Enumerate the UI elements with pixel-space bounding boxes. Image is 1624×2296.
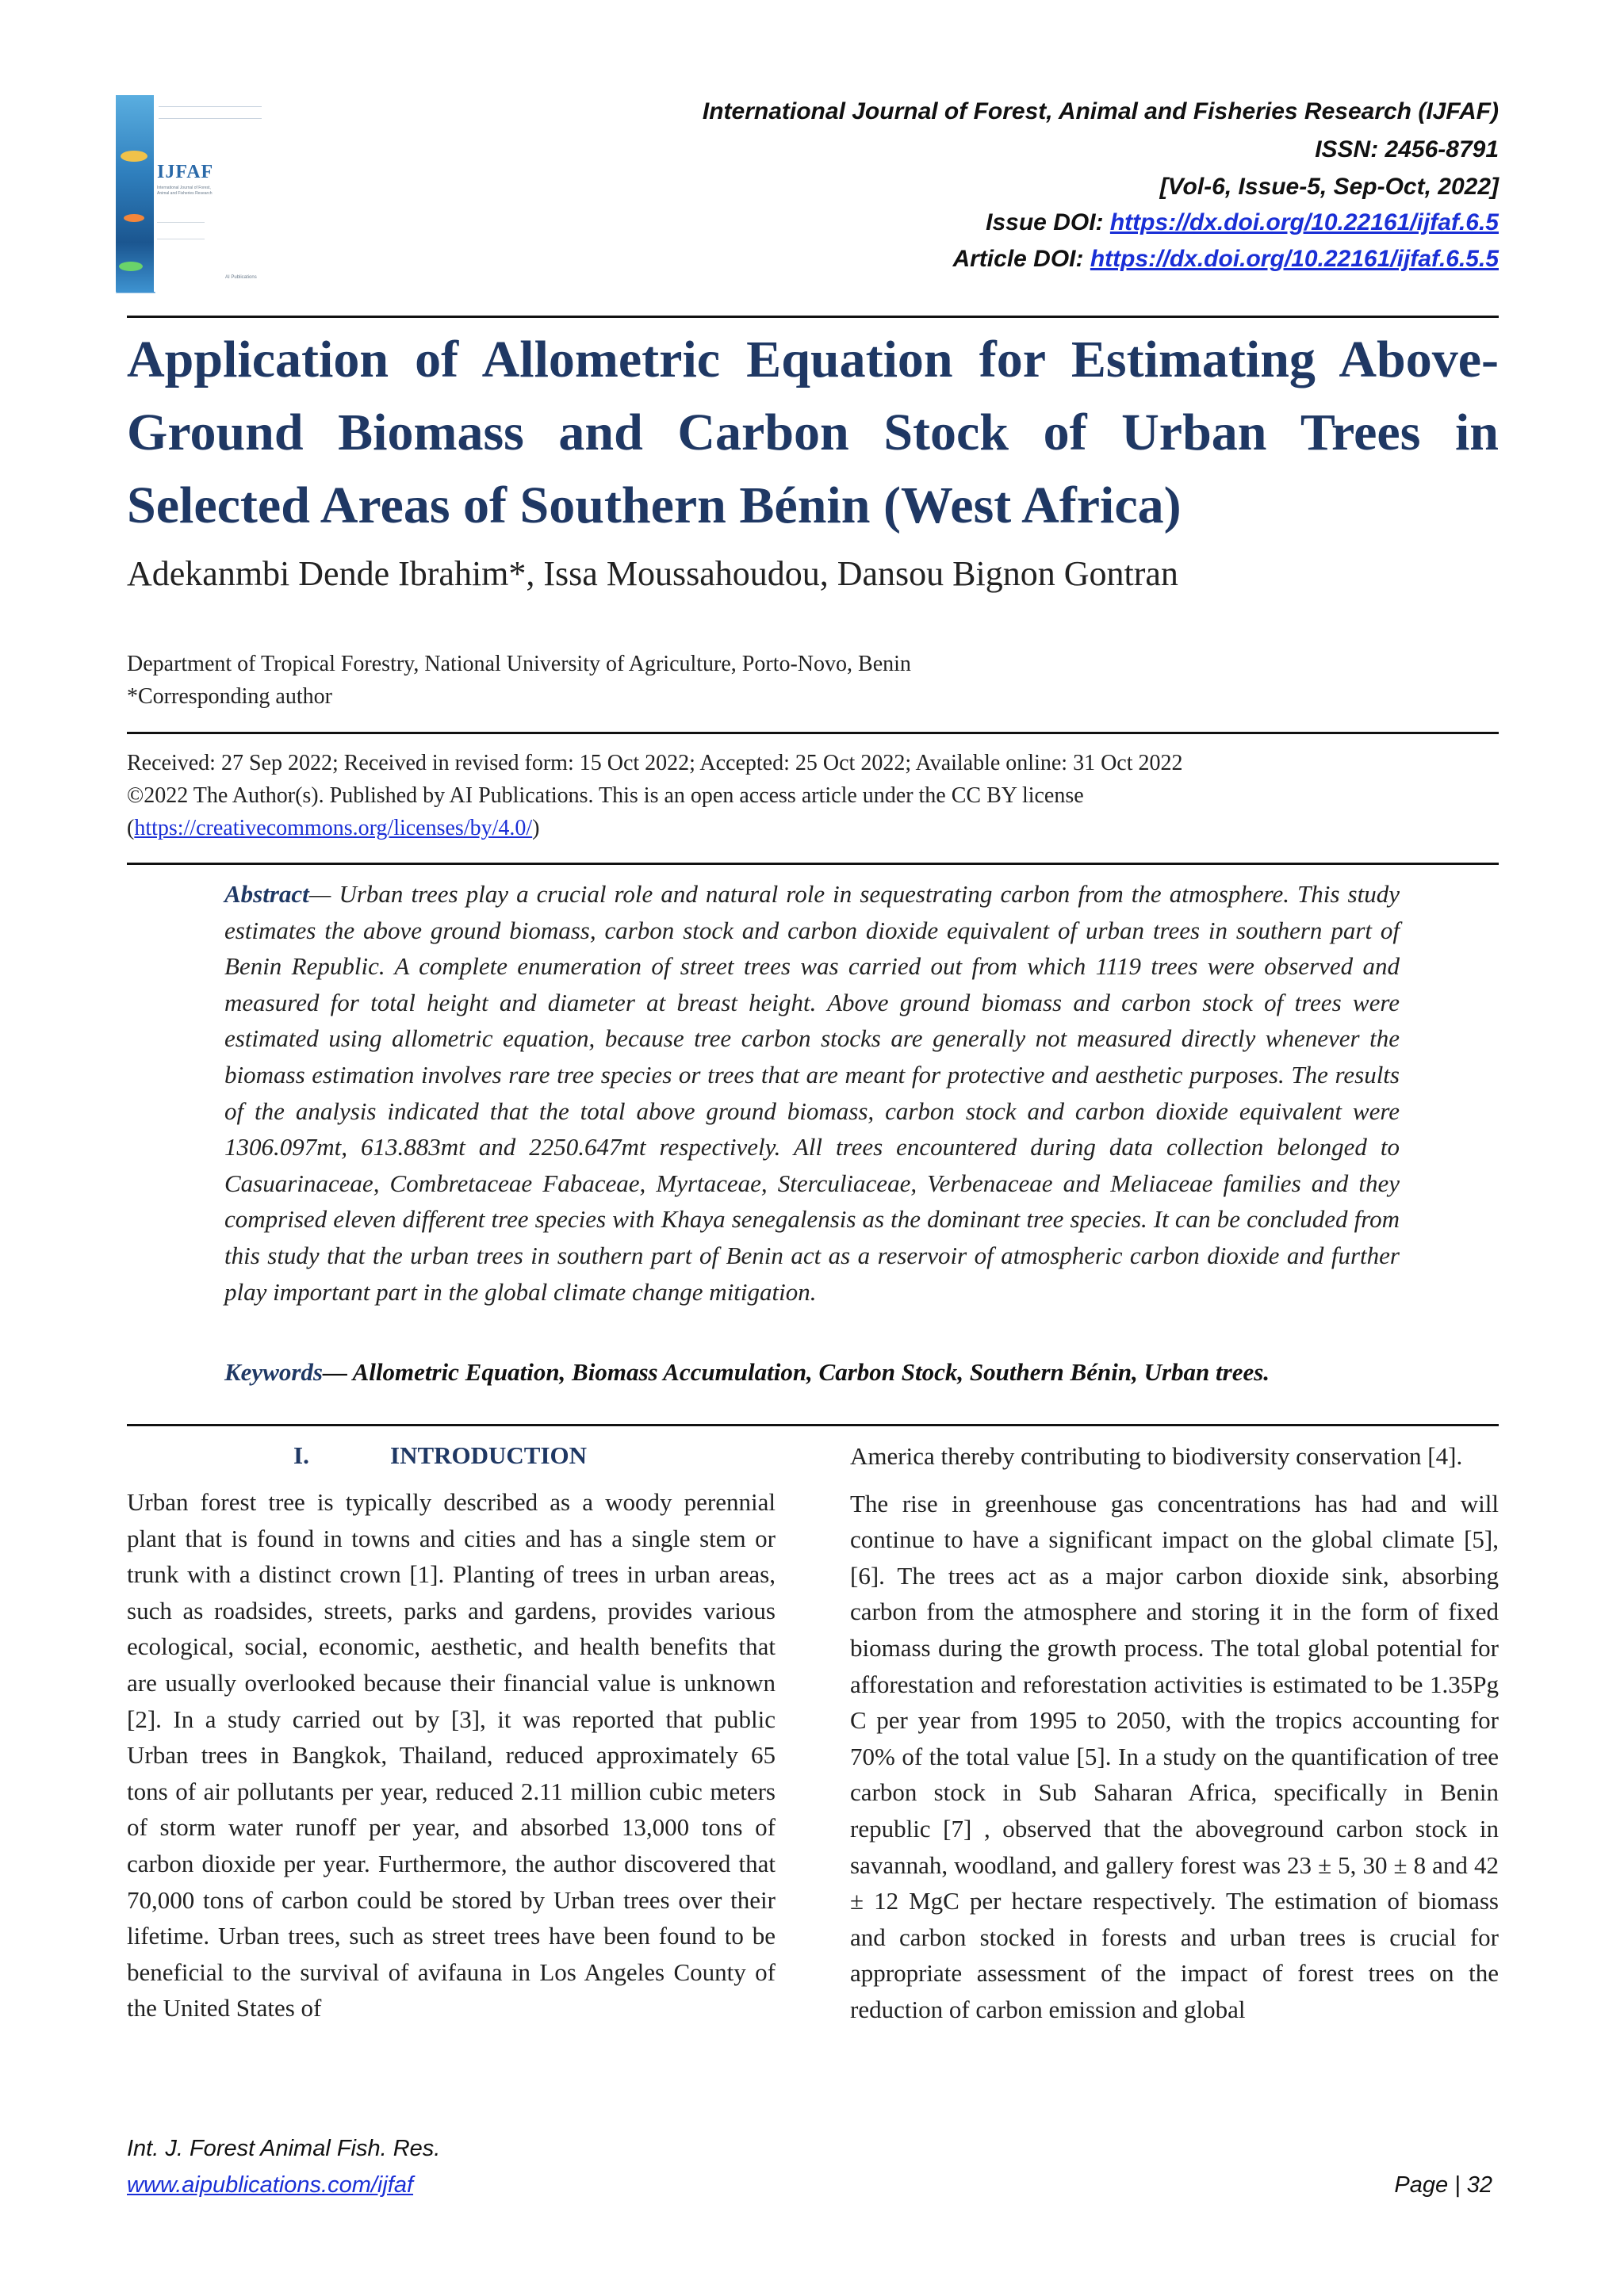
issue-doi-link[interactable]: https://dx.doi.org/10.22161/ijfaf.6.5: [1109, 209, 1499, 235]
journal-volume: [Vol-6, Issue-5, Sep-Oct, 2022]: [1159, 174, 1499, 200]
affiliation-divider: [127, 732, 1499, 734]
journal-issn: ISSN: 2456-8791: [1315, 136, 1499, 163]
footer-url-link[interactable]: www.aipublications.com/ijfaf: [127, 2172, 414, 2198]
keywords-label: Keywords: [224, 1358, 323, 1386]
footer-journal-abbrev: Int. J. Forest Animal Fish. Res.: [127, 2136, 441, 2161]
section-number: I.: [293, 1441, 309, 1469]
article-dates: Received: 27 Sep 2022; Received in revised form: 15 Oct 2022; Accepted: 25 Oct 2022; Available online: 31 Oct 2022: [127, 751, 1183, 775]
cover-white-panel: [154, 95, 271, 292]
issue-doi-line: [986, 209, 1499, 236]
cover-issn-text: [159, 106, 262, 119]
abstract-text: Urban trees play a crucial role and natural role in sequestrating carbon from the atmosphere. This study estimates the above ground biomass, carbon stock and carbon dioxide equivalent of urban trees in southern part of Benin Republic. A complete enumeration of street trees was carried out from which 1119 trees were observed and measured for total height and diameter at breast height. Above ground biomass and carbon stock of trees were estimated using allometric equation, because tree carbon stocks are generally not measured directly whenever the biomass estimation involves rare tree species or trees that are meant for protective and aesthetic purposes. The results of the analysis indicated that the total above ground biomass, carbon stock and carbon dioxide equivalent were 1306.097mt, 613.883mt and 2250.647mt respectively. All trees encountered during data collection belonged to Casuarinaceae, Combretaceae Fabaceae, Myrtaceae, Sterculiaceae, Verbenaceae and Meliaceae families and they comprised eleven different tree species with Khaya senegalensis as the dominant tree species. It can be concluded from this study that the urban trees in southern part of Benin act as a reservoir of atmospheric carbon dioxide and further play important part in the global climate change mitigation.: [224, 880, 1400, 1306]
cover-publisher: AI Publications: [225, 275, 257, 280]
license-link[interactable]: https://creativecommons.org/licenses/by/4.0/: [134, 816, 533, 840]
corresponding-note: *Corresponding author: [127, 684, 332, 709]
cover-fish-decoration: [124, 214, 144, 222]
license-link-line: [127, 816, 540, 841]
intro-paragraph-1: Urban forest tree is typically described as a woody perennial plant that is found in towns and cities and has a single stem or trunk with a distinct crown [1]. Planting of trees in urban areas, such as roadsides, streets, parks and gardens, provides various ecological, social, economic, aesthetic, and health benefits that are usually overlooked because their financial value is unknown [2]. In a study carried out by [3], it was reported that public Urban trees in Bangkok, Thailand, reduced approximately 65 tons of air pollutants per year, reduced 2.11 million cubic meters of storm water runoff per year, and absorbed 13,000 tons of carbon dioxide per year. Furthermore, the author discovered that 70,000 tons of carbon could be stored by Urban trees over their lifetime. Urban trees, such as street trees have been found to be beneficial to the survival of avifauna in Los Angeles County of the United States of: [127, 1488, 776, 2022]
abstract-divider: [127, 1424, 1499, 1426]
footer-url-line: [127, 2172, 413, 2198]
left-column: [127, 1484, 776, 2026]
issue-doi-label: Issue DOI:: [986, 209, 1110, 235]
right-column: [850, 1438, 1499, 2028]
section-heading-introduction: [293, 1441, 587, 1470]
cover-fish-decoration: [121, 151, 147, 162]
author-affiliation: Department of Tropical Forestry, National University of Agriculture, Porto-Novo, Benin: [127, 652, 911, 676]
intro-paragraph-3: The rise in greenhouse gas concentrations has had and will continue to have a significant impact on the global climate [5], [6]. The trees act as a major carbon dioxide sink, absorbing carbon from the atmosphere and storing it in the form of fixed biomass during the growth process. The total global potential for afforestation and reforestation activities is estimated to be 1.35Pg C per year from 1995 to 2050, with the tropics accounting for 70% of the total value [5]. In a study on the quantification of tree carbon stock in Sub Saharan Africa, specifically in Benin republic [7] , observed that the aboveground carbon stock in savannah, woodland, and gallery forest was 23 ± 5, 30 ± 8 and 42 ± 12 MgC per hectare respectively. The estimation of biomass and carbon stocked in forests and urban trees is crucial for appropriate assessment of the impact of forest trees on the reduction of carbon emission and global: [850, 1489, 1499, 2023]
cover-fish-decoration: [119, 262, 143, 271]
header-divider: [127, 316, 1499, 318]
abstract-label: Abstract: [224, 880, 309, 908]
abstract-block: [224, 876, 1400, 1310]
license-paren-close: ): [532, 816, 540, 840]
article-authors: Adekanmbi Dende Ibrahim*, Issa Moussahoudou, Dansou Bignon Gontran: [127, 554, 1178, 593]
journal-cover-image: [116, 95, 271, 292]
dates-divider: [127, 863, 1499, 865]
journal-name: International Journal of Forest, Animal and Fisheries Research (IJFAF): [702, 98, 1499, 124]
article-title: Application of Allometric Equation for Estimating Above-Ground Biomass and Carbon Stock of Urban Trees in Selected Areas of Southern Bénin (West Africa): [127, 331, 1499, 534]
article-doi-line: [952, 246, 1499, 273]
license-statement: ©2022 The Author(s). Published by AI Publications. This is an open access article under the CC BY license: [127, 783, 1084, 808]
license-paren-open: (: [127, 816, 135, 840]
article-doi-label: Article DOI:: [952, 246, 1090, 272]
footer-page-number: Page | 32: [1394, 2172, 1492, 2198]
section-title: INTRODUCTION: [390, 1441, 588, 1469]
cover-text-lines: [157, 222, 205, 239]
keywords-text: — Allometric Equation, Biomass Accumulation, Carbon Stock, Southern Bénin, Urban trees.: [323, 1358, 1270, 1386]
intro-paragraph-2: America thereby contributing to biodiversity conservation [4].: [850, 1442, 1463, 1470]
abstract-dash: —: [308, 880, 339, 908]
cover-logo: IJFAF: [157, 162, 214, 182]
article-doi-link[interactable]: https://dx.doi.org/10.22161/ijfaf.6.5.5: [1090, 246, 1499, 272]
cover-subtitle: International Journal of Forest, Animal and Fisheries Research: [157, 186, 213, 196]
keywords-line: [224, 1358, 1270, 1387]
